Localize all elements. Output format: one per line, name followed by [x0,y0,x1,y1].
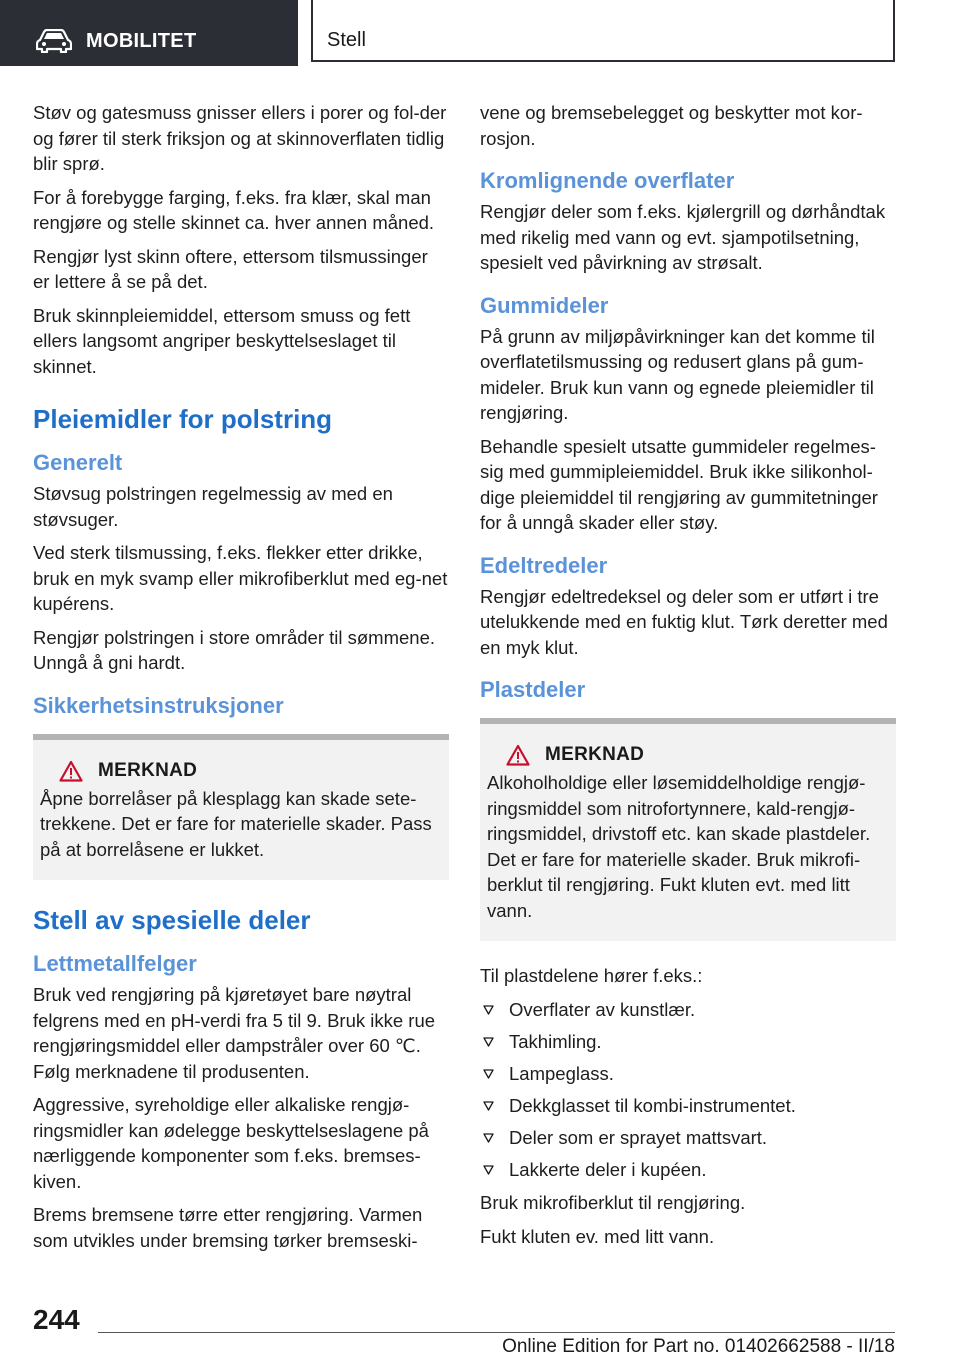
list-item [480,1157,896,1183]
notice-header [487,744,888,766]
paragraph: Rengjør deler som f.eks. kjølergrill og dørhåndtak med rikelig med vann og evt. sjampotilsetning, spesielt ved påvirkning av strøsalt. [480,201,886,273]
right-column [480,100,896,1257]
section-heading-polstring: Pleiemidler for polstring [33,404,333,434]
notice-text: Åpne borrelåser på klesplagg kan skade sete-trekkene. Det er fare for materielle skader. Pass på at borrelåsene er lukket. [40,787,432,860]
notice-title: MERKNAD [545,744,645,765]
section-title: Stell [327,29,366,51]
paragraph: Brems bremsene tørre etter rengjøring. Varmen som utvikles under bremsing tørker bremseski- [33,1204,423,1251]
paragraph: Aggressive, syreholdige eller alkaliske rengjø-ringsmidler kan ødelegge beskyttelseslagene på nærliggende komponenter som f.eks. bremses-kiven. [33,1094,429,1192]
paragraph: Ved sterk tilsmussing, f.eks. flekker etter drikke, bruk en myk svamp eller mikrofiberklut med eg-net kupérens. [33,542,448,614]
paragraph: Rengjør lyst skinn oftere, ettersom tilsmussinger er lettere å se på det. [33,245,428,292]
paragraph: vene og bremsebelegget og beskytter mot kor-rosjon. [480,102,863,149]
notice-box [33,734,449,881]
paragraph: Rengjør polstringen i store områder til sømmene. Unngå å gni hardt. [33,626,436,673]
left-column [33,100,449,1261]
notice-header [40,760,441,782]
paragraph: Bruk mikrofiberklut til rengjøring. [480,1192,746,1213]
footer-divider [98,1332,895,1333]
paragraph: Behandle spesielt utsatte gummideler regelmes-sig med gummipleiemiddel. Bruk ikke silikonhol-dige pleiemiddel til rengjøring av gummitetninger for å unngå skader eller støy. [480,435,878,533]
paragraph: På grunn av miljøpåvirkninger kan det komme til overflatetilsmussing og redusert glans på gum-mideler. Bruk kun vann og egnede pleiemidler til rengjøring. [480,325,875,423]
edition-text: Online Edition for Part no. 01402662588 - II/18 [502,1336,895,1357]
paragraph: Til plastdelene hører f.eks.: [480,965,703,986]
paragraph: Bruk ved rengjøring på kjøretøyet bare nøytral felgrens med en pH-verdi fra 5 til 9. Bruk ikke rue rengjøringsmiddel eller dampstråler over 60 ℃. Følg merknadene til produsenten. [33,984,436,1082]
section-tab [311,0,895,62]
bullet-list [480,997,896,1183]
triangle-bullet-icon [483,1101,494,1111]
list-item-text: Dekkglasset til kombi-instrumentet. [509,1094,796,1116]
list-item-text: Overflater av kunstlær. [509,998,696,1020]
chapter-title: MOBILITET [86,30,197,52]
page-footer [0,1300,960,1362]
paragraph: Fukt kluten ev. med litt vann. [480,1225,715,1247]
list-item [480,997,896,1023]
triangle-bullet-icon [483,1133,494,1143]
triangle-bullet-icon [483,1165,494,1175]
triangle-bullet-icon [483,1037,494,1047]
warning-triangle-icon [59,760,83,782]
subheading-edeltre: Edeltredeler [480,552,608,578]
list-item [480,1029,896,1055]
triangle-bullet-icon [483,1005,494,1015]
paragraph: Rengjør edeltredeksel og deler som er utført i tre utelukkende med en fuktig klut. Tørk deretter med en myk klut. [480,585,888,658]
list-item [480,1061,896,1087]
notice-title: MERKNAD [98,759,198,781]
list-item-text: Lakkerte deler i kupéen. [509,1158,707,1180]
car-icon [36,29,72,53]
subheading-lettmetall: Lettmetallfelger [33,951,197,976]
warning-triangle-icon [506,744,530,766]
subheading-krom: Kromlignende overflater [480,168,735,193]
subheading-generelt: Generelt [33,450,123,475]
notice-box [480,718,896,941]
paragraph: Bruk skinnpleiemiddel, ettersom smuss og fett ellers langsomt angriper beskyttelseslaget til skinnet. [33,304,411,377]
notice-text: Alkoholholdige eller løsemiddelholdige rengjø-ringsmiddel som nitrofortynnere, kald-rengjø-ringsmiddel, drivstoff etc. kan skade plastdeler. Det er fare for materielle skader. Bruk mikrofi-berklut til rengjøring. Fukt kluten evt. med litt vann. [487,772,871,921]
section-heading-spesielle: Stell av spesielle deler [33,905,311,935]
list-item [480,1093,896,1119]
paragraph: Støv og gatesmuss gnisser ellers i porer og fol-der og fører til sterk friksjon og at skinnoverflaten tidlig blir sprø. [33,102,447,174]
subheading-plast: Plastdeler [480,677,586,702]
page-header [0,0,960,66]
list-item [480,1125,896,1151]
list-item-text: Lampeglass. [509,1062,614,1084]
paragraph: Støvsug polstringen regelmessig av med en støvsuger. [33,483,393,530]
list-item-text: Takhimling. [509,1030,602,1052]
chapter-tab [0,0,298,66]
list-item-text: Deler som er sprayet mattsvart. [509,1126,768,1148]
triangle-bullet-icon [483,1069,494,1079]
subheading-sikkerhet: Sikkerhetsinstruksjoner [33,692,284,718]
subheading-gummi: Gummideler [480,292,609,318]
paragraph: For å forebygge farging, f.eks. fra klær, skal man rengjøre og stelle skinnet ca. hver annen måned. [33,186,435,233]
page-number: 244 [33,1304,80,1335]
